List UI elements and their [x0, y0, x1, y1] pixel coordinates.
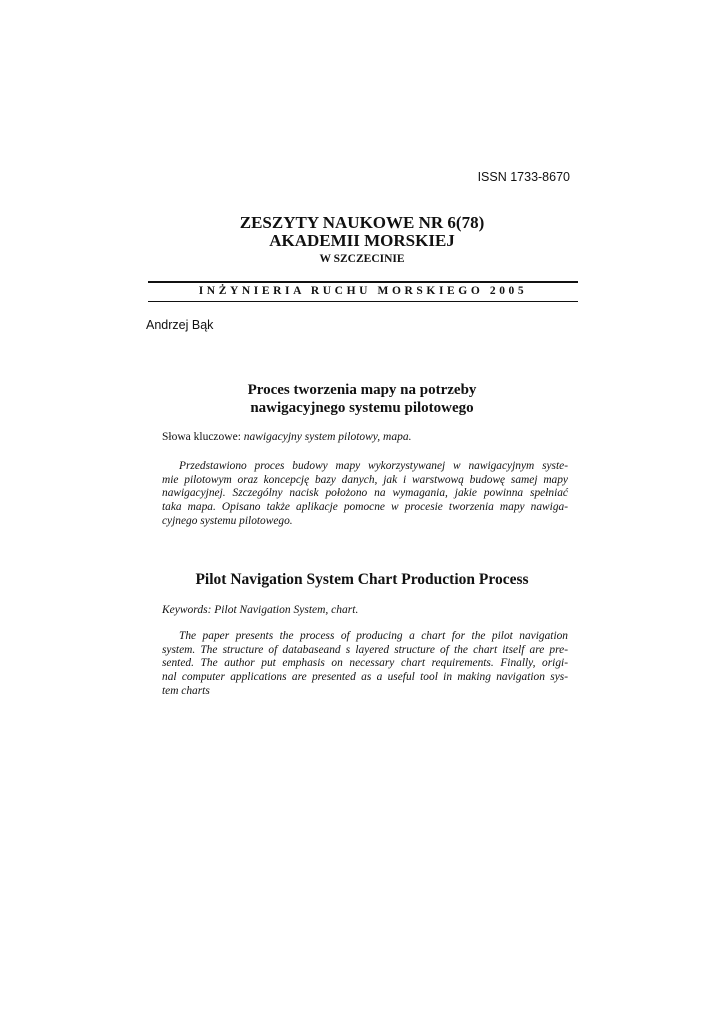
polish-title — [0, 382, 724, 417]
english-title: Pilot Navigation System Chart Production Process — [195, 571, 529, 588]
journal-location-line: W SZCZECINIE — [319, 253, 405, 265]
abstract-line: system. The structure of databaseand s layered structure of the chart itself are pre- — [162, 643, 568, 656]
english-keywords: Keywords: Pilot Navigation System, chart. — [162, 604, 359, 616]
abstract-line: tem charts — [162, 684, 210, 697]
polish-keywords-value: nawigacyjny system pilotowy, mapa. — [243, 431, 412, 443]
polish-abstract — [162, 460, 568, 529]
abstract-line: taka mapa. Opisano także aplikacje pomocne w procesie tworzenia mapy nawiga- — [162, 501, 568, 514]
author-name: Andrzej Bąk — [146, 318, 214, 332]
abstract-line: The paper presents the process of producing a chart for the pilot navigation — [179, 630, 568, 642]
series-title: INŻYNIERIA RUCHU MORSKIEGO 2005 — [198, 285, 528, 297]
abstract-line: cyjnego systemu pilotowego. — [162, 514, 293, 527]
polish-keywords-label: Słowa kluczowe: — [162, 431, 241, 443]
abstract-line: nawigacyjnej. Szczególny nacisk położono na wymagania, jakie powinna spełniać — [162, 487, 568, 500]
polish-title-line: Proces tworzenia mapy na potrzeby — [247, 382, 477, 398]
issn-number: ISSN 1733-8670 — [477, 170, 570, 184]
header-rule-bottom — [148, 301, 578, 302]
abstract-line: sented. The author put emphasis on necessary chart requirements. Finally, origi- — [162, 657, 568, 670]
abstract-line: Przedstawiono proces budowy mapy wykorzystywanej w nawigacyjnym syste- — [179, 460, 568, 472]
polish-keywords — [162, 431, 411, 443]
journal-publisher-line: AKADEMII MORSKIEJ — [269, 231, 455, 250]
polish-title-line: nawigacyjnego systemu pilotowego — [250, 399, 474, 416]
journal-title-line: ZESZYTY NAUKOWE NR 6(78) — [239, 213, 485, 232]
abstract-line: mie pilotowym oraz koncepcję bazy danych, jak i warstwową budowę samej mapy — [162, 473, 568, 486]
english-abstract — [162, 630, 568, 699]
header-rule-top — [148, 281, 578, 283]
journal-header — [0, 214, 724, 267]
abstract-line: nal computer applications are presented as a useful tool in making navigation sys- — [162, 671, 568, 684]
